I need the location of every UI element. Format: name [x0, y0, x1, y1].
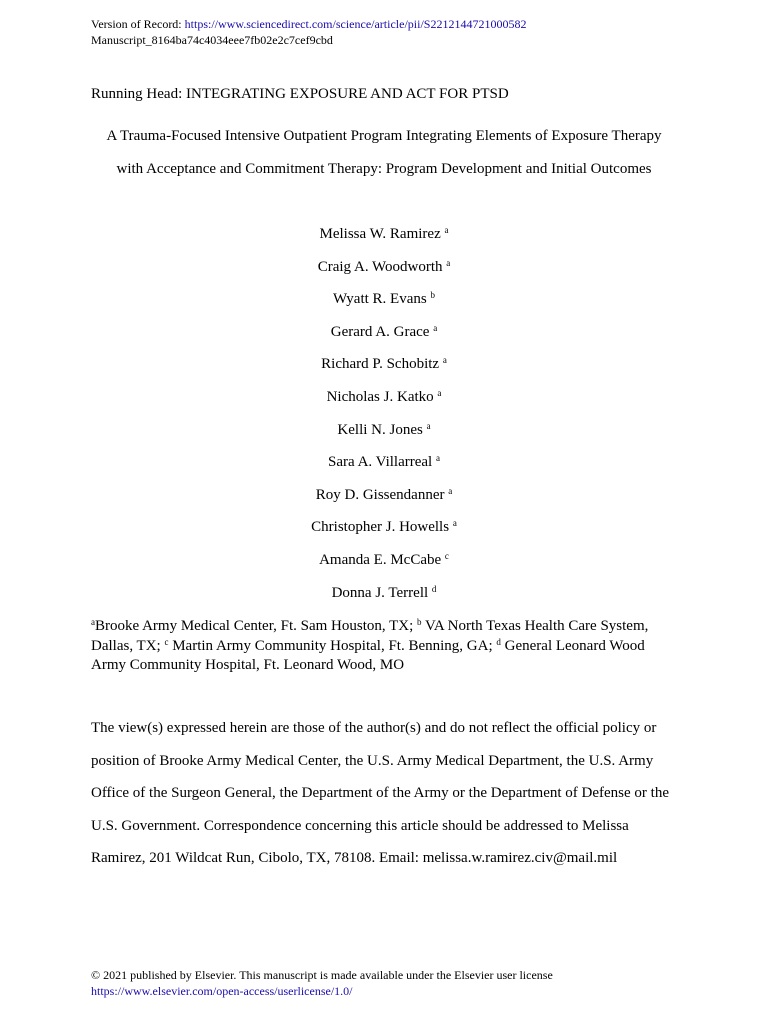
author-name: Sara A. Villarreal [328, 454, 433, 471]
author-affiliation-mark: a [452, 518, 457, 529]
author-name: Gerard A. Grace [330, 323, 430, 340]
disclaimer-line: position of Brooke Army Medical Center, the U.S. Army Medical Department, the U.S. Army [91, 752, 654, 769]
author-affiliation-mark: a [448, 485, 453, 496]
license-text: © 2021 published by Elsevier. This manuscript is made available under the Elsevier user license [91, 968, 553, 982]
affiliations [91, 617, 681, 676]
running-head: Running Head: INTEGRATING EXPOSURE AND ACT FOR PTSD [91, 86, 509, 102]
affil-d: General Leonard Wood Army Community Hospital, Ft. Leonard Wood, MO [91, 637, 645, 673]
author-line [0, 356, 768, 373]
author-affiliation-mark: c [444, 551, 449, 561]
version-of-record [91, 17, 526, 32]
affil-sup-b: b [417, 617, 422, 627]
author-name: Roy D. Gissendanner [315, 486, 445, 503]
author-name: Craig A. Woodworth [317, 258, 443, 275]
author-line [0, 422, 768, 439]
author-affiliation-mark: b [430, 290, 435, 301]
license-link[interactable]: https://www.elsevier.com/open-access/userlicense/1.0/ [91, 984, 353, 998]
author-name: Wyatt R. Evans [333, 291, 427, 308]
author-name: Richard P. Schobitz [321, 356, 440, 373]
affil-b: VA North Texas Health Care System, Dallas, TX; [91, 618, 649, 654]
disclaimer-line: The view(s) expressed herein are those of the author(s) and do not reflect the official policy or [91, 720, 657, 736]
author-name: Christopher J. Howells [311, 519, 450, 536]
author-line [0, 454, 768, 471]
affil-a: Brooke Army Medical Center, Ft. Sam Houston, TX; [95, 618, 418, 634]
author-name: Kelli N. Jones [337, 421, 423, 438]
title-line-2: with Acceptance and Commitment Therapy: Program Development and Initial Outcomes [116, 161, 652, 177]
author-affiliation-mark: a [433, 322, 438, 333]
author-affiliation-mark: d [431, 583, 437, 594]
author-name: Amanda E. McCabe [319, 552, 442, 568]
author-name: Donna J. Terrell [331, 584, 429, 601]
version-label: Version of Record: [91, 17, 185, 31]
manuscript-id: Manuscript_8164ba74c4034eee7fb02e2c7cef9cbd [91, 33, 333, 47]
affil-sup-a: a [91, 617, 95, 627]
author-affiliation-mark: a [442, 355, 447, 366]
author-name: Melissa W. Ramirez [319, 226, 441, 242]
author-line [0, 291, 768, 308]
disclaimer-line: Ramirez, 201 Wildcat Run, Cibolo, TX, 78108. Email: melissa.w.ramirez.civ@mail.mil [91, 850, 618, 867]
author-line [0, 552, 768, 569]
author-line [0, 487, 768, 504]
author-affiliation-mark: a [435, 453, 440, 464]
author-line [0, 389, 768, 406]
author-affiliation-mark: a [444, 225, 449, 235]
version-of-record-link[interactable]: https://www.sciencedirect.com/science/article/pii/S2212144721000582 [184, 17, 527, 31]
disclaimer-line: U.S. Government. Correspondence concerning this article should be addressed to Melissa [91, 817, 629, 834]
author-line [0, 519, 768, 536]
author-line [0, 324, 768, 341]
author-line [0, 585, 768, 602]
author-name: Nicholas J. Katko [326, 389, 434, 405]
disclaimer [91, 712, 691, 875]
author-affiliation-mark: a [437, 388, 442, 398]
affil-sup-d: d [496, 636, 501, 647]
author-line [0, 259, 768, 276]
affil-c: Martin Army Community Hospital, Ft. Benning, GA; [168, 637, 497, 654]
disclaimer-line: Office of the Surgeon General, the Department of the Army or the Department of Defense or the [91, 785, 669, 802]
author-affiliation-mark: a [446, 257, 451, 268]
affil-sup-c: c [164, 636, 169, 647]
author-line [0, 226, 768, 243]
author-affiliation-mark: a [426, 420, 431, 431]
title-line-1: A Trauma-Focused Intensive Outpatient Program Integrating Elements of Exposure Therapy [106, 128, 662, 144]
